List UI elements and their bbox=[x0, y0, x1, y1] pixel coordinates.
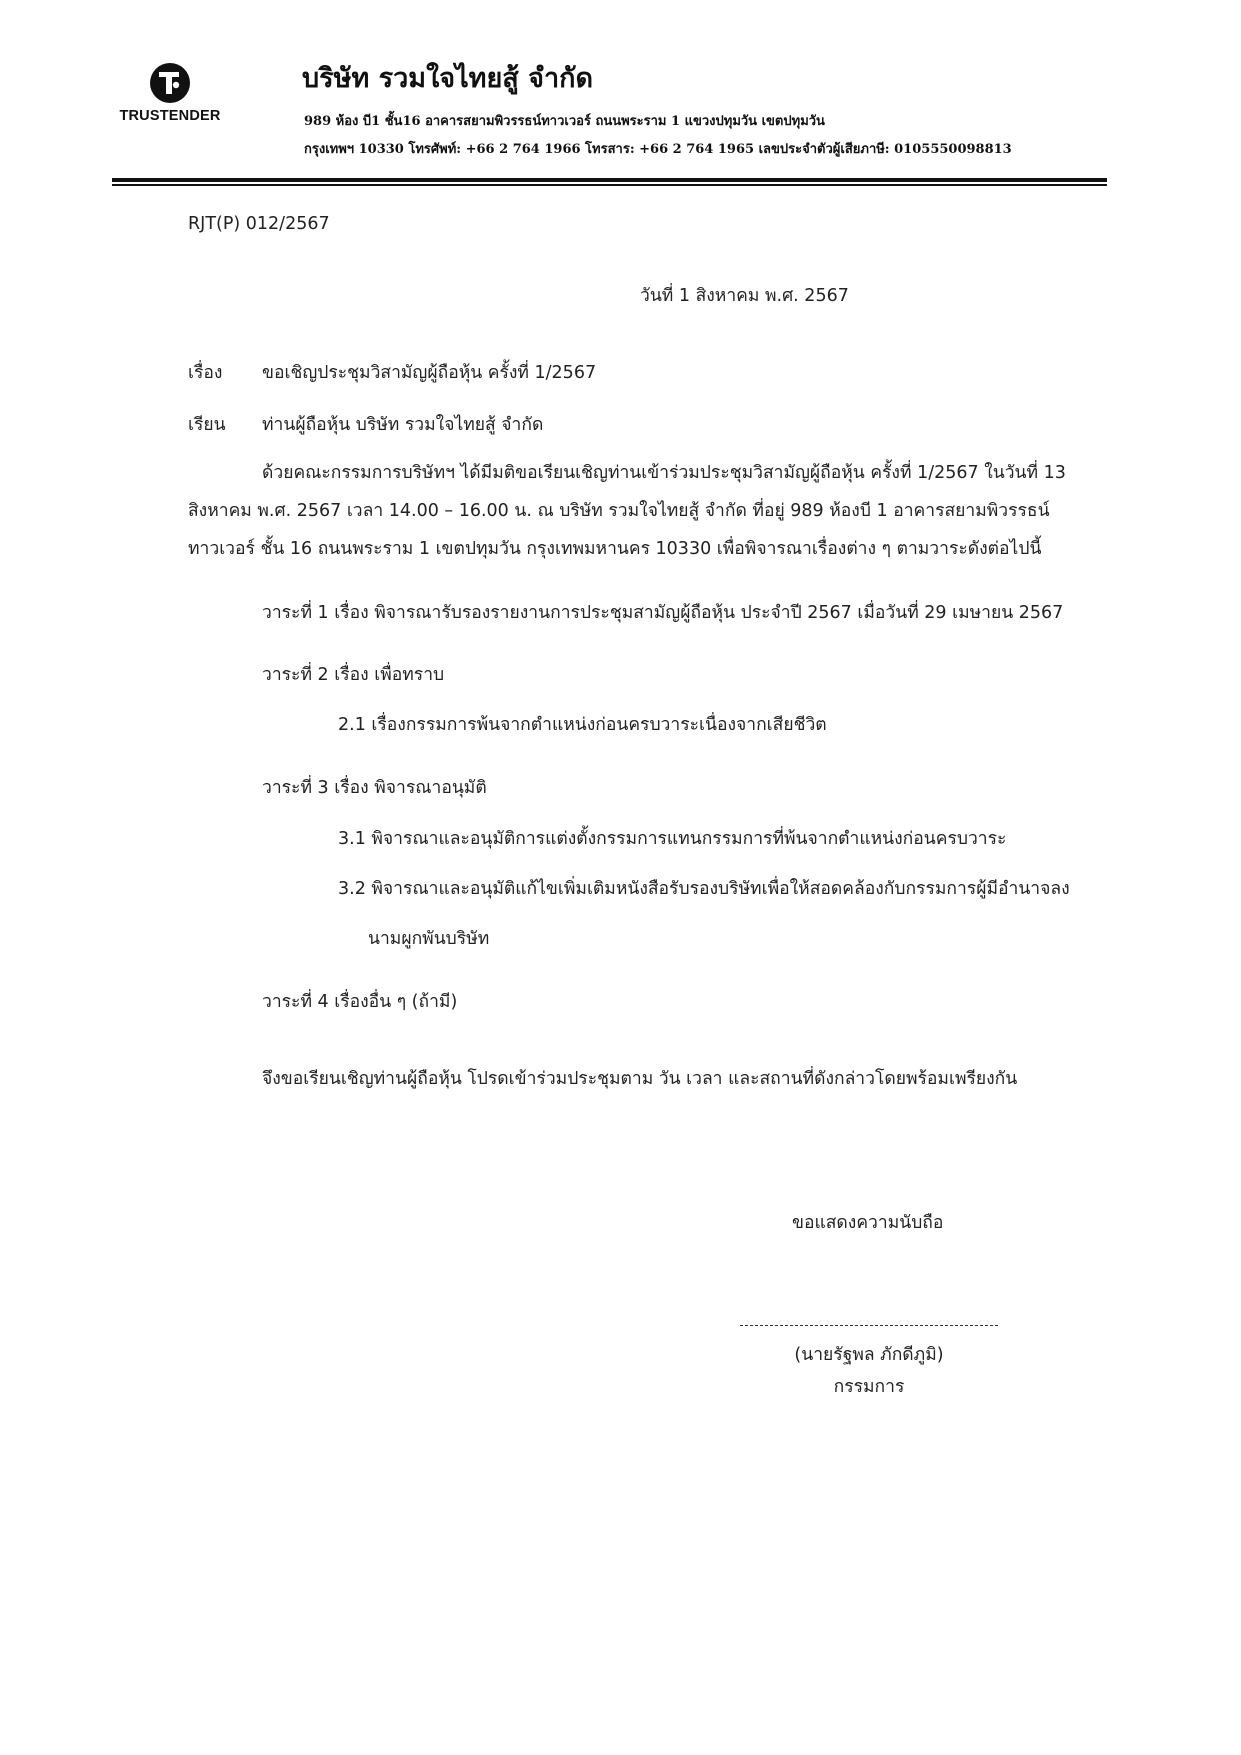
header-divider-thick bbox=[112, 178, 1107, 182]
intro-line-2: สิงหาคม พ.ศ. 2567 เวลา 14.00 – 16.00 น. ณ บริษัท รวมใจไทยสู้ จำกัด ที่อยู่ 989 ห้องบี 1 อาคารสยามพิวรรธน์ bbox=[188, 501, 1050, 521]
intro-line-3: ทาวเวอร์ ชั้น 16 ถนนพระราม 1 เขตปทุมวัน กรุงเทพมหานคร 10330 เพื่อพิจารณาเรื่องต่าง ๆ ตามวาระดังต่อไปนี้ bbox=[188, 539, 1042, 559]
agenda-item-2-1: 2.1 เรื่องกรรมการพ้นจากตำแหน่งก่อนครบวาระเนื่องจากเสียชีวิต bbox=[338, 715, 827, 735]
agenda-item-3-2-continued: นามผูกพันบริษัท bbox=[368, 929, 490, 949]
agenda-item-3-1: 3.1 พิจารณาและอนุมัติการแต่งตั้งกรรมการแทนกรรมการที่พ้นจากตำแหน่งก่อนครบวาระ bbox=[338, 829, 1007, 849]
subject-label: เรื่อง bbox=[188, 363, 223, 383]
header-divider-thin bbox=[112, 184, 1107, 186]
letter-date: วันที่ 1 สิงหาคม พ.ศ. 2567 bbox=[640, 286, 849, 306]
recipient-text: ท่านผู้ถือหุ้น บริษัท รวมใจไทยสู้ จำกัด bbox=[262, 415, 544, 435]
signer-title: กรรมการ bbox=[833, 1377, 905, 1397]
agenda-item-4: วาระที่ 4 เรื่องอื่น ๆ (ถ้ามี) bbox=[262, 992, 458, 1012]
signature-line bbox=[740, 1325, 998, 1326]
agenda-item-3-2: 3.2 พิจารณาและอนุมัติแก้ไขเพิ่มเติมหนังสือรับรองบริษัทเพื่อให้สอดคล้องกับกรรมการผู้มีอำนาจลง bbox=[338, 879, 1070, 899]
subject-text: ขอเชิญประชุมวิสามัญผู้ถือหุ้น ครั้งที่ 1/2567 bbox=[262, 363, 597, 383]
company-address-line1: 989 ห้อง บี1 ชั้น16 อาคารสยามพิวรรธน์ทาวเวอร์ ถนนพระราม 1 แขวงปทุมวัน เขตปทุมวัน bbox=[304, 114, 825, 129]
recipient-label: เรียน bbox=[188, 415, 226, 435]
trustender-logo-icon bbox=[149, 62, 191, 104]
agenda-item-3: วาระที่ 3 เรื่อง พิจารณาอนุมัติ bbox=[262, 778, 487, 798]
company-address-line2: กรุงเทพฯ 10330 โทรศัพท์: +66 2 764 1966 โทรสาร: +66 2 764 1965 เลขประจำตัวผู้เสียภาษี: 0105550098813 bbox=[304, 142, 1012, 157]
logo-text: TRUSTENDER bbox=[119, 108, 221, 124]
closing-regards: ขอแสดงความนับถือ bbox=[792, 1213, 944, 1233]
intro-line-1: ด้วยคณะกรรมการบริษัทฯ ได้มีมติขอเรียนเชิญท่านเข้าร่วมประชุมวิสามัญผู้ถือหุ้น ครั้งที่ 1/2567 ในวันที่ 13 bbox=[262, 463, 1066, 483]
signer-name: (นายรัฐพล ภักดีภูมิ) bbox=[794, 1345, 944, 1365]
company-name: บริษัท รวมใจไทยสู้ จำกัด bbox=[302, 63, 594, 94]
agenda-item-1: วาระที่ 1 เรื่อง พิจารณารับรองรายงานการประชุมสามัญผู้ถือหุ้น ประจำปี 2567 เมื่อวันที่ 29 เมษายน 2567 bbox=[262, 603, 1064, 623]
company-logo bbox=[108, 62, 232, 124]
agenda-item-2: วาระที่ 2 เรื่อง เพื่อทราบ bbox=[262, 665, 445, 685]
reference-number: RJT(P) 012/2567 bbox=[188, 214, 330, 234]
closing-paragraph: จึงขอเรียนเชิญท่านผู้ถือหุ้น โปรดเข้าร่วมประชุมตาม วัน เวลา และสถานที่ดังกล่าวโดยพร้อมเพรียงกัน bbox=[262, 1069, 1018, 1089]
